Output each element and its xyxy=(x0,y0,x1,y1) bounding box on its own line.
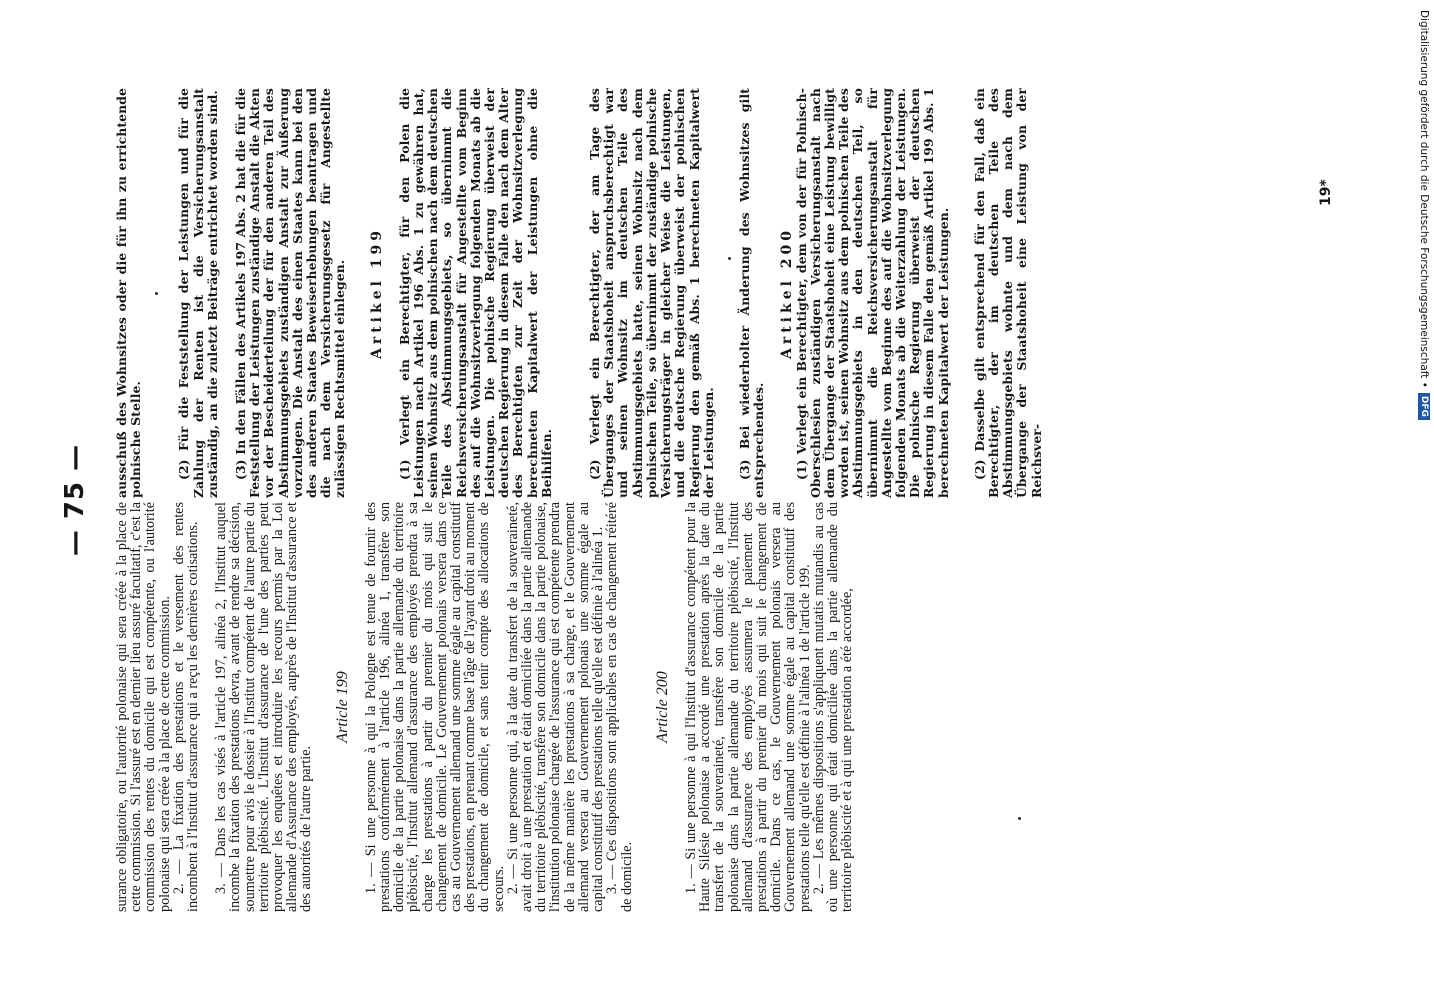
french-paragraph: 2. — Les mêmes dispositions s'appliquent mutatis mutandis au cas où une personne qui était domiciliée dans la partie allemande du territoire plébiscité et à qui une prestation a été accordée, xyxy=(810,502,856,912)
french-paragraph: surance obligatoire, ou l'autorité polonaise qui sera créée à la place de cette commission. Si l'assuré est en dernier lieu assuré facultatif, c'est la commission des rentes du domicile qui est compétente, ou l'autorité polonaise qui sera créée à la place de cette commission. xyxy=(114,502,173,912)
german-paragraph: (2) Verlegt ein Berechtigter, der am Tage des Überganges der Staatshoheit anspruchsberechtigt war und seinen Wohnsitz im deutschen Teile des Abstimmungsgebiets hatte, seinen Wohnsitz nach dem polnischen Teile, so übernimmt der zuständige polnische Versicherungsträger in gleicher Weise die Leistungen, und die deutsche Regierung überweist der polnischen Regierung den gemäß Abs. 1 berechneten Kapitalwert der Leistungen. xyxy=(587,88,716,498)
french-paragraph: 3. — Dans les cas visés à l'article 197, alinéa 2, l'Institut auquel incombe la fixation des prestations devra, avant de rendre sa décision, soumettre pour avis le dossier à l'Institut compétent de l'autre partie du territoire plébiscité. L'Institut d'assurance de l'une des parties peut provoquer les enquêtes et introduire les recours permis par la Loi allemande d'Assurance des employés, auprès de l'Institut d'assurance et des autorités de l'autre partie. xyxy=(213,502,315,912)
german-paragraph: (3) Bei wiederholter Änderung des Wohnsitzes gilt entsprechendes. xyxy=(736,88,767,498)
french-paragraph: 3. — Ces dispositions sont applicables en cas de changement réitéré de domicile. xyxy=(604,502,635,912)
digitization-credit xyxy=(1414,0,1434,1000)
page-number: — 75 — xyxy=(60,443,90,557)
print-speck xyxy=(1018,817,1021,820)
dfg-logo: DFG xyxy=(1418,393,1430,420)
digitization-credit-text: Digitalisierung gefördert durch die Deutsche Forschungsgemeinschaft • xyxy=(1418,10,1430,388)
french-paragraph: 2. — Si une personne qui, à la date du transfert de la souveraineté, avait droit à une prestation et était domiciliée dans la partie allemande du territoire plébiscité, transfère son domicile dans la partie polonaise, l'institution polonaise chargée de l'assurance qui est compétente prendra de la même manière les prestations à sa charge, et le Gouvernement allemand versera au Gouvernement polonais une somme égale au capital constitutif des prestations telle qu'elle est définie à l'alinéa 1. xyxy=(504,502,607,912)
german-paragraph: (1) Verlegt ein Berechtigter, für den Polen die Leistungen nach Artikel 196 Abs. 1 zu gewähren hat, seinen Wohnsitz aus dem polnischen nach dem deutschen Teile des Abstimmungsgebiets, so übernimmt die Reichsversicherungsanstalt für Angestellte vom Beginn des auf die Wohnsitzverlegung folgenden Monats ab die Leistungen. Die polnische Regierung überweist der deutschen Regierung in diesem Falle den nach dem Alter des Berechtigten zur Zeit der Wohnsitzverlegung berechneten Kapitalwert der Leistungen ohne die Beihilfen. xyxy=(396,88,554,498)
article-heading-german: Artikel 200 xyxy=(779,226,796,360)
german-column xyxy=(115,88,1044,498)
signature-mark: 19* xyxy=(1318,179,1334,206)
print-speck xyxy=(155,292,158,295)
german-paragraph: (2) Für die Feststellung der Leistungen und für die Zahlung der Renten ist die Versicherungsanstalt zuständig, an die zuletzt Beiträge entrichtet worden sind. xyxy=(176,88,220,498)
french-paragraph: 1. — Si une personne à qui l'Institut d'assurance compétent pour la Haute Silésie polonaise a accordé une prestation après la date du transfert de la souveraineté, transfère son domicile de la partie polonaise dans la partie allemande du territoire plébiscité, l'Institut allemand d'assurance des employés assumera le paiement des prestations à partir du premier du mois qui suit le changement de domicile. Dans ce cas, le Gouvernement polonais versera au Gouvernement allemand une somme égale au capital constitutif des prestations telle qu'elle est définie à l'alinéa 1 de l'article 199. xyxy=(682,502,813,912)
german-paragraph: (3) In den Fällen des Artikels 197 Abs. 2 hat die für die Feststellung der Leistungen zuständige Anstalt die Akten vor der Bescheiderteilung der für den anderen Teil des Abstimmungsgebiets zuständigen Anstalt zur Äußerung vorzulegen. Die Anstalt des einen Staates kann bei den des anderen Staates Beweiserhebungen beantragen und die nach dem Versicherungsgesetz für Angestellte zulässigen Rechtsmittel einlegen. xyxy=(233,88,348,498)
article-heading: Article 200 xyxy=(653,671,671,743)
article-heading: Article 199 xyxy=(333,671,351,743)
german-paragraph: (2) Dasselbe gilt entsprechend für den Fall, daß ein Berechtigter, der im deutschen Teile des Abstimmungsgebiets wohnte und dem nach dem Übergange der Staatshoheit eine Leistung von der Reichsver- xyxy=(971,88,1044,498)
german-paragraph: (1) Verlegt ein Berechtigter, dem von der für Polnisch-Oberschlesien zuständigen Versicherungsanstalt nach dem Übergange der Staatshoheit eine Leistung bewilligt worden ist, seinen Wohnsitz aus dem polnischen Teile des Abstimmungsgebiets in den deutschen Teil, so übernimmt die Reichsversicherungsanstalt für Angestellte vom Beginne des auf die Wohnsitzverlegung folgenden Monats ab die Weiterzahlung der Leistungen. Die polnische Regierung überweist der deutschen Regierung in diesem Falle den gemäß Artikel 199 Abs. 1 berechneten Kapitalwert der Leistungen. xyxy=(793,88,951,498)
french-paragraph: 2. — La fixation des prestations et le versement des rentes incombent à l'Institut d'assurance qui a reçu les dernières cotisations. xyxy=(170,502,202,912)
french-column xyxy=(115,502,854,912)
article-heading-german: Artikel 199 xyxy=(368,226,385,360)
french-paragraph: 1. — Si une personne à qui la Pologne est tenue de fournir des prestations conformément à l'article 196, alinéa 1, transfère son domicile de la partie polonaise dans la partie allemande du territoire plébiscité, l'Institut allemand d'assurance des employés prendra à sa charge les prestations à partir du premier du mois qui suit le changement de domicile. Le Gouvernement polonais versera dans ce cas au Gouvernement allemand une somme égale au capital constitutif des prestations, en prenant comme base l'âge de l'ayant droit au moment du changement de domicile, et sans tenir compte des allocations de secours. xyxy=(362,502,507,912)
print-speck xyxy=(728,257,731,260)
german-paragraph: ausschuß des Wohnsitzes oder die für ihn zu errichtende polnische Stelle. xyxy=(114,88,144,498)
